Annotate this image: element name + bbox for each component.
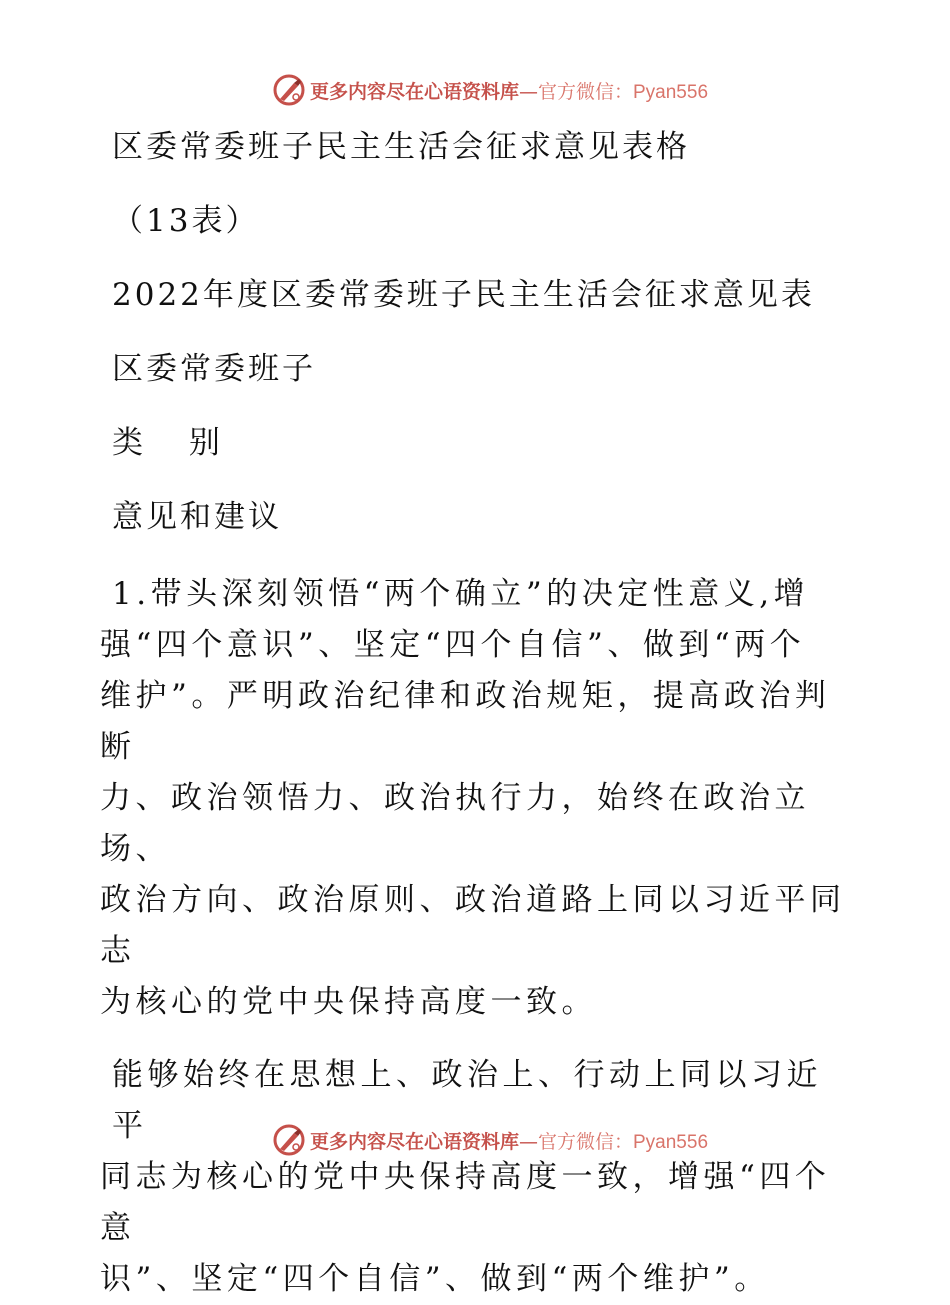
watermark-main-text: 更多内容尽在心语资料库 xyxy=(309,80,519,103)
pen-logo-icon xyxy=(272,1123,306,1157)
watermark-contact: 官方微信：Pyan556 xyxy=(538,1131,709,1153)
category-label: 类 别 xyxy=(112,425,238,461)
document-title: 区委常委班子民主生活会征求意见表格 xyxy=(112,129,690,165)
paragraph-line: 1.带头深刻领悟“两个确立”的决定性意义,增 xyxy=(112,576,810,612)
paragraph-line: 为核心的党中央保持高度一致。 xyxy=(100,984,597,1020)
paragraph-line: 维护”。严明政治纪律和政治规矩，提高政治判断 xyxy=(100,678,831,765)
paragraph-line: 政治方向、政治原则、政治道路上同以习近平同志 xyxy=(100,882,846,969)
watermark-group xyxy=(272,73,708,107)
watermark-main-text: 更多内容尽在心语资料库 xyxy=(309,1130,519,1153)
watermark-group xyxy=(272,1123,708,1157)
paragraph-line: 同志为核心的党中央保持高度一致，增强“四个意 xyxy=(100,1159,831,1246)
paragraph-line: 能够始终在思想上、政治上、行动上同以习近平 xyxy=(112,1057,822,1144)
subject-label: 区委常委班子 xyxy=(112,351,316,387)
watermark-contact: 官方微信：Pyan556 xyxy=(538,81,709,103)
watermark-footer xyxy=(0,1120,950,1160)
watermark-dash: — xyxy=(519,1130,538,1153)
paragraph-line: 力、政治领悟力、政治执行力，始终在政治立场、 xyxy=(100,780,810,867)
watermark-text xyxy=(310,1127,708,1154)
watermark-header xyxy=(0,70,950,110)
watermark-dash: — xyxy=(519,80,538,103)
document-subtitle: （13表） xyxy=(112,203,260,239)
pen-logo-icon xyxy=(272,73,306,107)
opinion-paragraph-2 xyxy=(100,1050,850,1305)
opinion-label: 意见和建议 xyxy=(112,499,282,535)
paragraph-line: 识”、坚定“四个自信”、做到“两个维护”。 xyxy=(100,1261,770,1297)
opinion-paragraph-1 xyxy=(100,569,850,1028)
table-title: 2022年度区委常委班子民主生活会征求意见表 xyxy=(112,277,815,313)
watermark-text xyxy=(310,77,708,104)
paragraph-line: 强“四个意识”、坚定“四个自信”、做到“两个 xyxy=(100,627,806,663)
